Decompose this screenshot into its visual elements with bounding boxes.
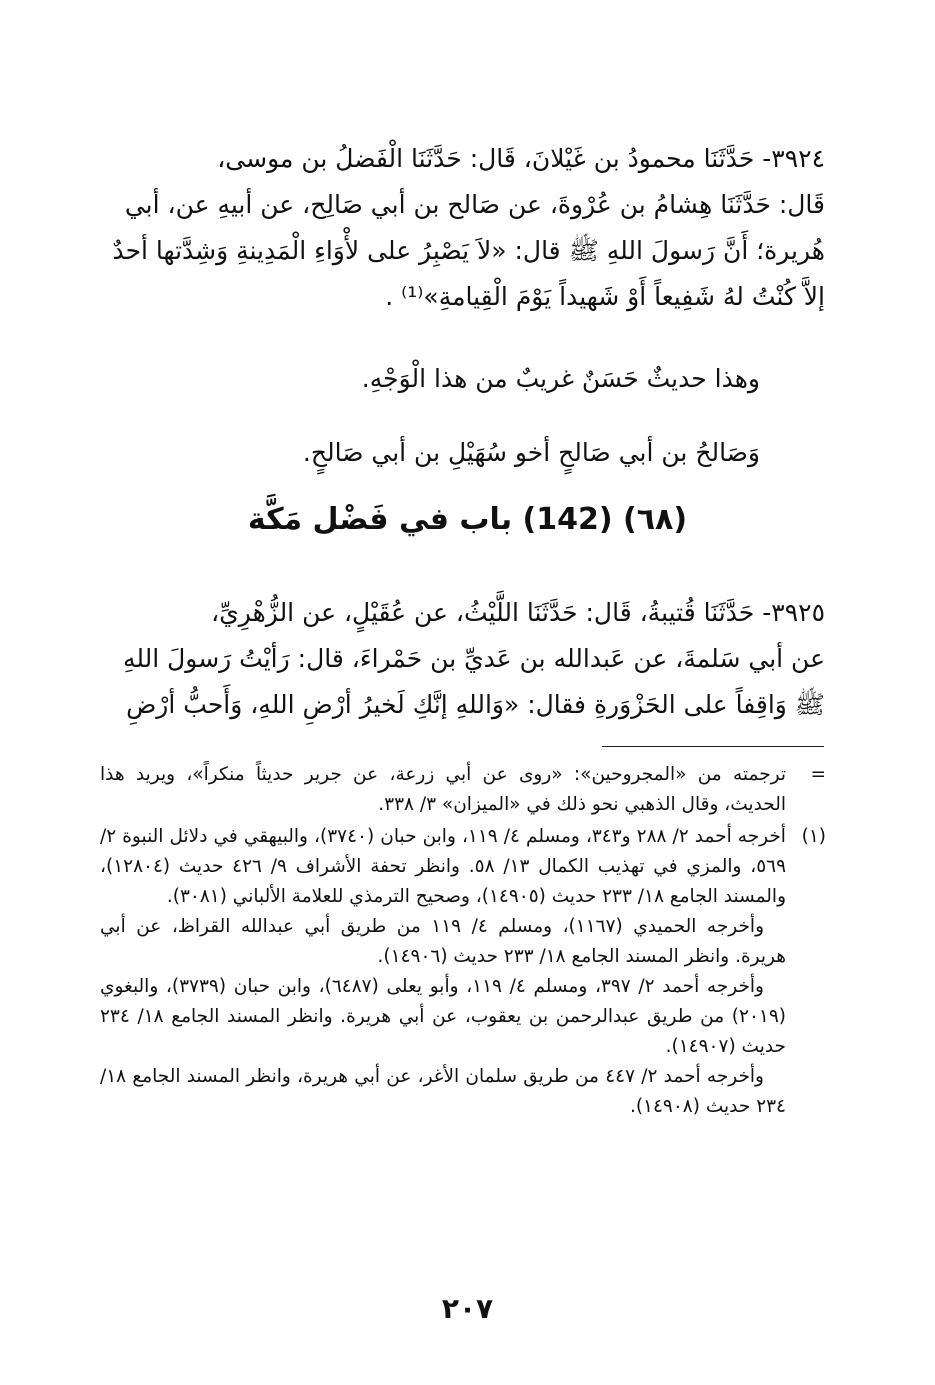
footnote-paragraph: وأخرجه أحمد ٢/ ٣٩٧، ومسلم ٤/ ١١٩، وأبو يعلى (٦٤٨٧)، وابن حبان (٣٧٣٩)، والبغوي (٢٠١٩) من طريق عبدالرحمن بن يعقوب، عن أبي هريرة. وانظر المسند الجامع ١٨/ ٢٣٤ حديث (١٤٩٠٧). [100, 976, 786, 1057]
footnote-paragraph: أخرجه أحمد ٢/ ٢٨٨ و٣٤٣، ومسلم ٤/ ١١٩، وابن حبان (٣٧٤٠)، والبيهقي في دلائل النبوة ٢/ ٥٦٩، والمزي في تهذيب الكمال ١٣/ ٥٨. وانظر تحفة الأشراف ٩/ ٤٢٦ حديث (١٢٨٠٤)، والمسند الجامع ١٨/ ٢٣٣ حديث (١٤٩٠٥)، وصحيح الترمذي للعلامة الألباني (٣٠٨١). [100, 826, 787, 907]
chapter-heading: (٦٨) (142) باب في فَضْل مَكَّة [247, 502, 688, 537]
footnote-text: ترجمته من «المجروحين»: «روى عن أبي زرعة، عن جرير حديثاً منكراً»، ويريد هذا الحديث، وقال الذهبي نحو ذلك في «الميزان» ٣/ ٣٣٨. [100, 764, 786, 815]
hadith-grading-comment: وهذا حديثٌ حَسَنٌ غريبٌ من هذا الْوَجْهِ. [361, 364, 760, 393]
hadith-line: هُريرة؛ أَنَّ رَسولَ اللهِ ﷺ قال: «لاَ يَصْبِرُ على لأْوَاءِ الْمَدِينةِ وَشِدَّتها أحدٌ [112, 236, 825, 265]
footnote-paragraph: وأخرجه الحميدي (١١٦٧)، ومسلم ٤/ ١١٩ من طريق أبي عبدالله القراظ، عن أبي هريرة. وانظر المسند الجامع ١٨/ ٢٣٣ حديث (١٤٩٠٦). [100, 916, 786, 967]
hadith-line: ٣٩٢٥- حَدَّثَنَا قُتيبةُ، قَال: حَدَّثَنَا اللَّيْثُ، عن عُقَيْلٍ، عن الزُّهْرِيِّ، [211, 598, 825, 627]
footnote-divider [602, 746, 824, 747]
hadith-line: ٣٩٢٤- حَدَّثَنَا محمودُ بن غَيْلانَ، قَال: حَدَّثَنَا الْفَضلُ بن موسى، [217, 144, 825, 173]
hadith-line: إلاَّ كُنْتُ لهُ شَفِيعاً أَوْ شَهيداً يَوْمَ الْقِيامةِ»⁽¹⁾ . [385, 282, 825, 311]
page-number: ٢٠٧ [441, 1292, 494, 1325]
hadith-line: عن أبي سَلمةَ، عن عَبدالله بن عَديِّ بن حَمْراءَ، قال: رَأيْتُ رَسولَ اللهِ [122, 644, 825, 673]
footnote-continuation [100, 760, 826, 820]
hadith-3925 [110, 590, 825, 728]
hadith-3924 [110, 136, 825, 320]
continuation-marker: = [810, 764, 826, 785]
footnote-marker: (١) [801, 826, 826, 847]
hadith-line: قَال: حَدَّثَنَا هِشامُ بن عُرْوةَ، عن صَالح بن أبي صَالِح، عن أبيهِ عن، أبي [124, 190, 825, 219]
footnote-paragraph: وأخرجه أحمد ٢/ ٤٤٧ من طريق سلمان الأغر، عن أبي هريرة، وانظر المسند الجامع ١٨/ ٢٣٤ حديث (١٤٩٠٨). [100, 1066, 786, 1117]
narrator-note: وَصَالحُ بن أبي صَالحٍ أخو سُهَيْلِ بن أبي صَالحٍ. [302, 438, 760, 467]
footnote-1 [100, 822, 826, 1122]
footnotes [100, 760, 826, 1124]
hadith-line: ﷺ وَاقِفاً على الحَزْوَرةِ فقال: «وَاللهِ إنَّكِ لَخيرُ أرْضِ اللهِ، وَأَحبُّ أرْضِ [126, 690, 825, 719]
